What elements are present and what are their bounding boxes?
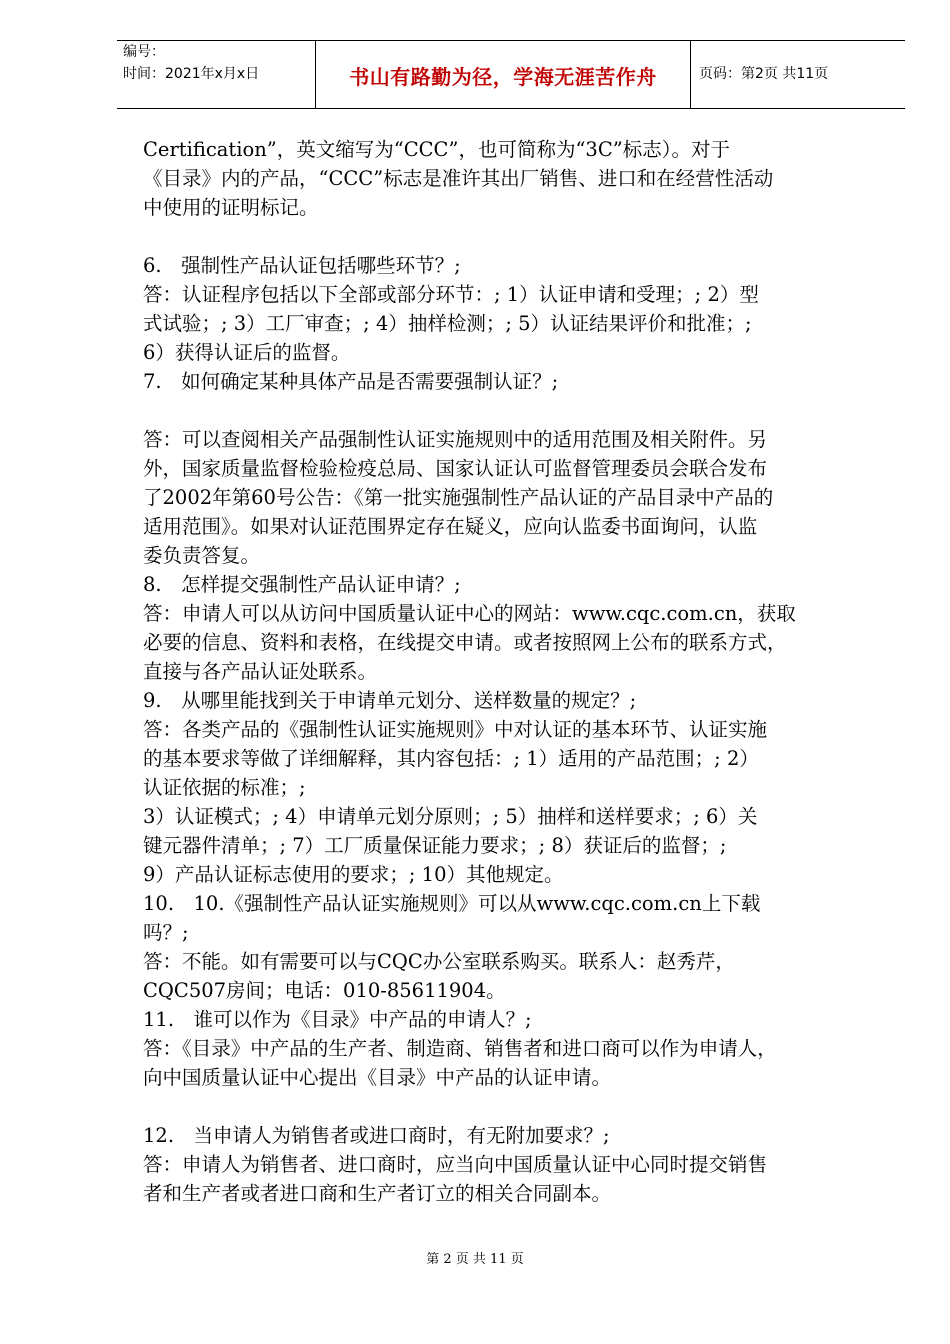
body-line: 吗？; <box>143 921 189 944</box>
document-body <box>143 135 895 1208</box>
body-line: 答：《目录》中产品的生产者、制造商、销售者和进口商可以作为申请人， <box>143 1037 777 1060</box>
date-label: 时间：2021年x月x日 <box>123 66 260 82</box>
body-line: CQC507房间；电话：010-85611904。 <box>143 979 506 1002</box>
body-line: 者和生产者或者进口商和生产者订立的相关合同副本。 <box>143 1182 612 1205</box>
serial-number-label: 编号： <box>123 44 165 60</box>
body-line: 键元器件清单；; 7）工厂质量保证能力要求；; 8）获证后的监督；; <box>143 834 727 857</box>
header-motto-cell <box>316 41 691 108</box>
body-line: 8. 怎样提交强制性产品认证申请？; <box>143 573 461 596</box>
page-footer: 第 2 页 共 11 页 <box>426 1252 524 1267</box>
body-line: 适用范围》。如果对认证范围界定存在疑义，应向认监委书面询问，认监 <box>143 515 758 538</box>
body-line: 答：不能。如有需要可以与CQC办公室联系购买。联系人：赵秀芹， <box>143 950 735 973</box>
body-line: 9）产品认证标志使用的要求；; 10）其他规定。 <box>143 863 564 886</box>
body-line: 委负责答复。 <box>143 544 261 567</box>
document-header <box>117 40 905 109</box>
blank-line <box>143 1092 895 1121</box>
body-line: 6）获得认证后的监督。 <box>143 341 351 364</box>
header-info-cell <box>117 41 316 108</box>
body-line: 答：各类产品的《强制性认证实施规则》中对认证的基本环节、认证实施 <box>143 718 768 741</box>
body-line: 答：认证程序包括以下全部或部分环节：; 1）认证申请和受理；; 2）型 <box>143 283 759 306</box>
body-line: 的基本要求等做了详细解释，其内容包括：; 1）适用的产品范围；; 2） <box>143 747 759 770</box>
body-line: 答：申请人可以从访问中国质量认证中心的网站：www.cqc.com.cn，获取 <box>143 602 796 625</box>
body-line: 11. 谁可以作为《目录》中产品的申请人？; <box>143 1008 532 1031</box>
body-line: 6. 强制性产品认证包括哪些环节？; <box>143 254 461 277</box>
body-line: 中使用的证明标记。 <box>143 196 319 219</box>
body-line: 答：申请人为销售者、进口商时，应当向中国质量认证中心同时提交销售 <box>143 1153 768 1176</box>
body-line: 12. 当申请人为销售者或进口商时，有无附加要求？; <box>143 1124 610 1147</box>
body-line: 10. 10.《强制性产品认证实施规则》可以从www.cqc.com.cn上下载 <box>143 892 761 915</box>
body-line: 必要的信息、资料和表格，在线提交申请。或者按照网上公布的联系方式， <box>143 631 787 654</box>
body-line: 《目录》内的产品，“CCC”标志是准许其出厂销售、进口和在经营性活动 <box>143 167 774 190</box>
body-line: 了2002年第60号公告：《第一批实施强制性产品认证的产品目录中产品的 <box>143 486 774 509</box>
body-line: 答：可以查阅相关产品强制性认证实施规则中的适用范围及相关附件。另 <box>143 428 768 451</box>
body-line: 认证依据的标准；; <box>143 776 306 799</box>
body-line: 3）认证模式；; 4）申请单元划分原则；; 5）抽样和送样要求；; 6）关 <box>143 805 758 828</box>
body-line: 向中国质量认证中心提出《目录》中产品的认证申请。 <box>143 1066 612 1089</box>
body-line: 7. 如何确定某种具体产品是否需要强制认证？; <box>143 370 559 393</box>
body-line: Certification”，英文缩写为“CCC”，也可简称为“3C”标志）。对于 <box>143 138 730 161</box>
blank-line <box>143 396 895 425</box>
blank-line <box>143 222 895 251</box>
header-page-cell <box>691 41 905 108</box>
body-line: 直接与各产品认证处联系。 <box>143 660 378 683</box>
body-line: 外，国家质量监督检验检疫总局、国家认证认可监督管理委员会联合发布 <box>143 457 768 480</box>
body-line: 式试验；; 3）工厂审查；; 4）抽样检测；; 5）认证结果评价和批准；; <box>143 312 752 335</box>
page-number-label: 页码：第2页 共11页 <box>699 66 829 82</box>
body-line: 9. 从哪里能找到关于申请单元划分、送样数量的规定？; <box>143 689 637 712</box>
motto-text: 书山有路勤为径，学海无涯苦作舟 <box>349 65 657 89</box>
